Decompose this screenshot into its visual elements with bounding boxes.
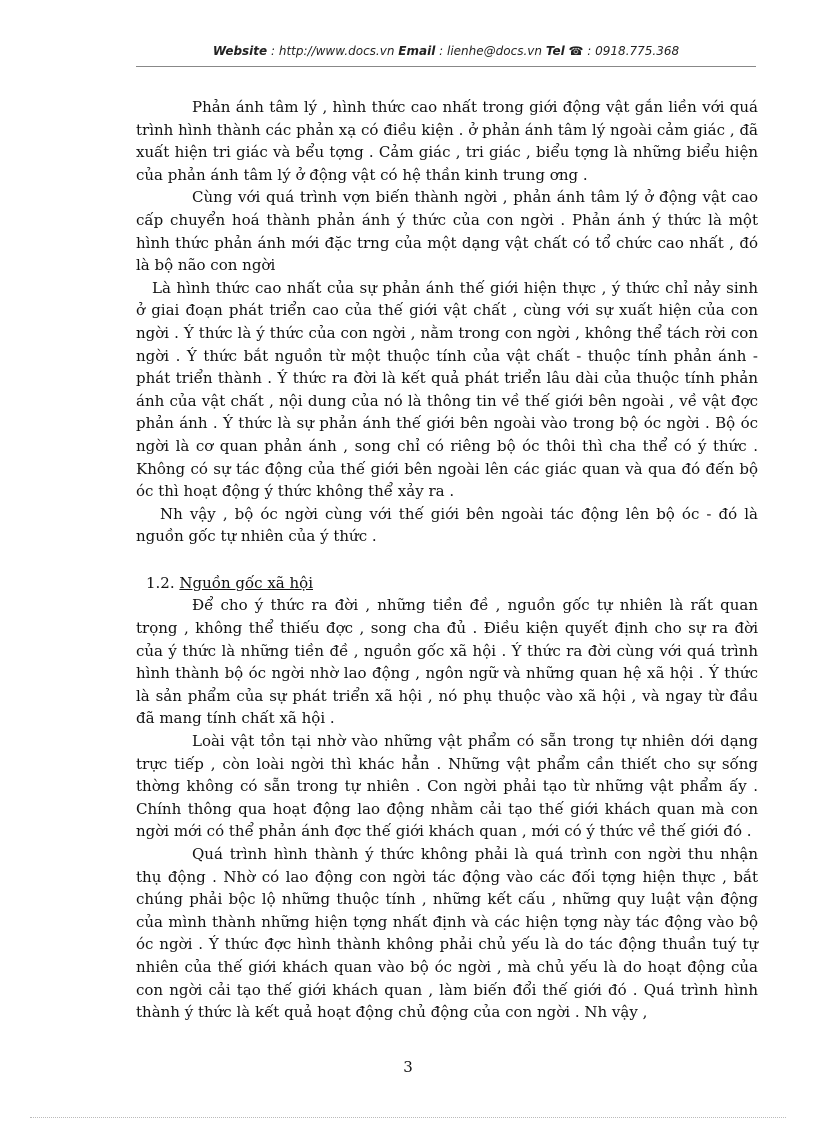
document-body <box>136 96 758 1024</box>
paragraph-3: Là hình thức cao nhất của sự phản ánh thế giới hiện thực , ý thức chỉ nảy sinh ở giai đoạn phát triển cao của thế giới vật chất , cùng với sự xuất hiện của con ngời . Ý thức là ý thức của con ngời , nằm trong con ngời , không thể tách rời con ngời . Ý thức bắt nguồn từ một thuộc tính của vật chất - thuộc tính phản ánh - phát triển thành . Ý thức ra đời là kết quả phát triển lâu dài của thuộc tính phản ánh của vật chất , nội dung của nó là thông tin về thế giới bên ngoài , về vật đợc phản ánh . Ý thức là sự phản ánh thế giới bên ngoài vào trong bộ óc ngời . Bộ óc ngời là cơ quan phản ánh , song chỉ có riêng bộ óc thôi thì cha thể có ý thức . Không có sự tác động của thế giới bên ngoài lên các giác quan và qua đó đến bộ óc thì hoạt động ý thức không thể xảy ra . <box>136 278 758 501</box>
section-number: 1.2. <box>146 573 175 592</box>
tel-value: ☎ : 0918.775.368 <box>568 44 680 58</box>
website-label: Website <box>212 44 268 58</box>
tel-label: Tel <box>545 44 565 58</box>
paragraph-1: Phản ánh tâm lý , hình thức cao nhất trong giới động vật gắn liền với quá trình hình thành các phản xạ có điều kiện . ở phản ánh tâm lý ngoài cảm giác , đã xuất hiện tri giác và bểu tợng . Cảm giác , tri giác , biểu tợng là những biểu hiện của phản ánh tâm lý ở động vật có hệ thần kinh trung ơng . <box>136 98 758 184</box>
email-label: Email <box>398 44 436 58</box>
paragraph-7: Quá trình hình thành ý thức không phải là quá trình con ngời thu nhận thụ động . Nhờ có lao động con ngời tác động vào các đối tợng hiện thực , bắt chúng phải bộc lộ những thuộc tính , những kết cấu , những quy luật vận động của mình thành những hiện tợng nhất định và các hiện tợng này tác động vào bộ óc ngời . Ý thức đợc hình thành không phải chủ yếu là do tác động thuần tuý tự nhiên của thế giới khách quan vào bộ óc ngời , mà chủ yếu là do hoạt động của con ngời cải tạo thế giới khách quan , làm biến đổi thế giới đó . Quá trình hình thành ý thức là kết quả hoạt động chủ động của con ngời . Nh vậy , <box>136 845 758 1022</box>
page-header <box>136 44 756 58</box>
paragraph-5: Để cho ý thức ra đời , những tiền đề , nguồn gốc tự nhiên là rất quan trọng , không thể thiếu đợc , song cha đủ . Điều kiện quyết định cho sự ra đời của ý thức là những tiền đề , nguồn gốc xã hội . Ý thức ra đời cùng với quá trình hình thành bộ óc ngời nhờ lao động , ngôn ngữ và những quan hệ xã hội . Ý thức là sản phẩm của sự phát triển xã hội , nó phụ thuộc vào xã hội , và ngay từ đầu đã mang tính chất xã hội . <box>136 596 758 728</box>
page-number: 3 <box>403 1058 413 1076</box>
section-heading <box>136 572 758 595</box>
email-value: : lienhe@docs.vn <box>439 44 542 58</box>
paragraph-2: Cùng với quá trình vợn biến thành ngời , phản ánh tâm lý ở động vật cao cấp chuyển hoá thành phản ánh ý thức của con ngời . Phản ánh ý thức là một hình thức phản ánh mới đặc trng của một dạng vật chất có tổ chức cao nhất , đó là bộ não con ngời <box>136 188 758 275</box>
paragraph-4: Nh vậy , bộ óc ngời cùng với thế giới bên ngoài tác động lên bộ óc - đó là nguồn gốc tự nhiên của ý thức . <box>136 504 758 546</box>
section-title: Nguồn gốc xã hội <box>179 573 314 592</box>
bottom-border <box>30 1117 786 1118</box>
paragraph-6: Loài vật tồn tại nhờ vào những vật phẩm có sẵn trong tự nhiên dới dạng trực tiếp , còn loài ngời thì khác hẳn . Những vật phẩm cần thiết cho sự sống thờng không có sẵn trong tự nhiên . Con ngời phải tạo từ những vật phẩm ấy . Chính thông qua hoạt động lao động nhằm cải tạo thế giới khách quan mà con ngời mới có thể phản ánh đợc thế giới khách quan , mới có ý thức về thế giới đó . <box>136 732 758 841</box>
header-divider <box>136 66 756 67</box>
website-value: : http://www.docs.vn <box>271 44 395 58</box>
spacer <box>136 548 758 572</box>
